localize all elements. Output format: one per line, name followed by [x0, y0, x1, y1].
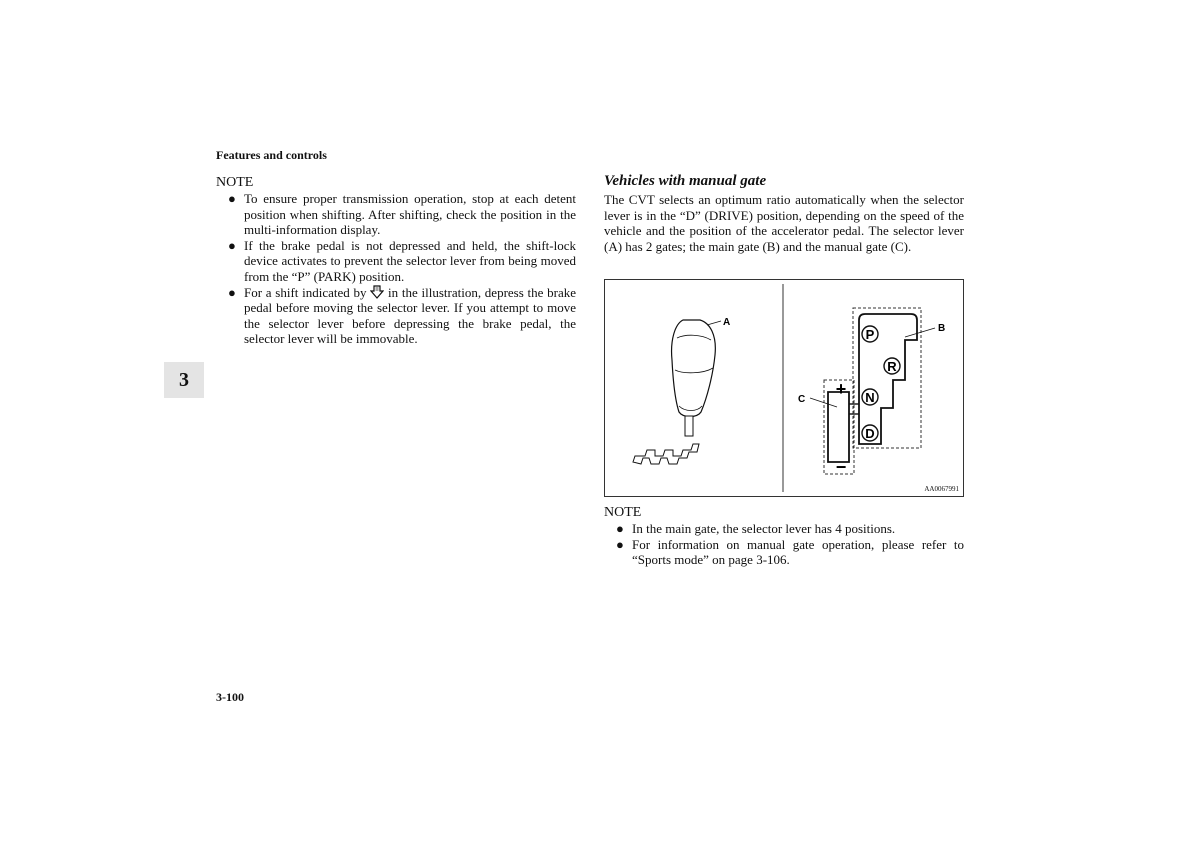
chapter-number: 3	[179, 368, 189, 391]
note-label: NOTE	[216, 175, 254, 190]
body-paragraph: The CVT selects an optimum ratio automatically when the selector lever is in the “D” (DRIVE) position, depending on the speed of the vehicle and the position of the accelerator pedal. The selector lever (A) has 2 gates; the main gate (B) and the manual gate (C).	[604, 192, 964, 254]
shift-arrow-icon	[370, 285, 384, 299]
manual-gate-slot	[828, 392, 849, 462]
note-bullet-text	[244, 285, 576, 347]
bullet-dot: ●	[228, 191, 236, 206]
label-c: C	[798, 394, 806, 405]
bullet-dot: ●	[228, 237, 236, 253]
second-note	[604, 505, 964, 568]
note-bullet	[616, 521, 964, 537]
note-bullet-text: In the main gate, the selector lever has 4 positions.	[632, 521, 896, 536]
page-number: 3-100	[216, 690, 244, 704]
figure-id: AA0067991	[924, 485, 959, 493]
note-bullet-text: To ensure proper transmission operation, stop at each detent position when shifting. After shifting, check the position in the multi-information display.	[244, 191, 576, 238]
note-bullet	[228, 285, 576, 347]
label-b: B	[938, 323, 946, 334]
right-column	[604, 172, 964, 254]
position-p-label: P	[865, 327, 875, 342]
position-r-label: R	[887, 359, 897, 374]
note-bullet-text: If the brake pedal is not depressed and held, the shift-lock device activates to prevent the selector lever from being moved from the “P” (PARK) position.	[244, 237, 576, 284]
note-bullet	[228, 191, 576, 238]
bullet-text-before: For a shift indicated by	[244, 284, 367, 300]
manual-plus-label: +	[835, 379, 847, 399]
bullet-text-after: in the illustration, depress the brake pedal before moving the selector lever. If you attempt to move the selector lever before depressing the brake pedal, the selector lever will be immovable.	[244, 284, 577, 347]
selector-lever-knob	[633, 320, 721, 464]
left-column	[216, 175, 576, 347]
note-bullet	[228, 238, 576, 285]
manual-minus-label: −	[835, 457, 847, 477]
note-label: NOTE	[604, 505, 642, 520]
chapter-tab	[164, 362, 204, 398]
selector-lever-illustration	[604, 279, 964, 497]
section-header: Features and controls	[216, 148, 327, 162]
note-bullet-text: For information on manual gate operation, please refer to “Sports mode” on page 3-106.	[632, 536, 964, 568]
position-n-label: N	[865, 390, 875, 405]
position-d-label: D	[865, 426, 875, 441]
label-a: A	[723, 317, 731, 328]
bullet-dot: ●	[228, 284, 236, 300]
section-title: Vehicles with manual gate	[604, 173, 767, 189]
bullet-dot: ●	[616, 536, 624, 552]
bullet-dot: ●	[616, 521, 624, 536]
illustration-drawing	[605, 280, 963, 496]
note-bullet	[616, 537, 964, 568]
